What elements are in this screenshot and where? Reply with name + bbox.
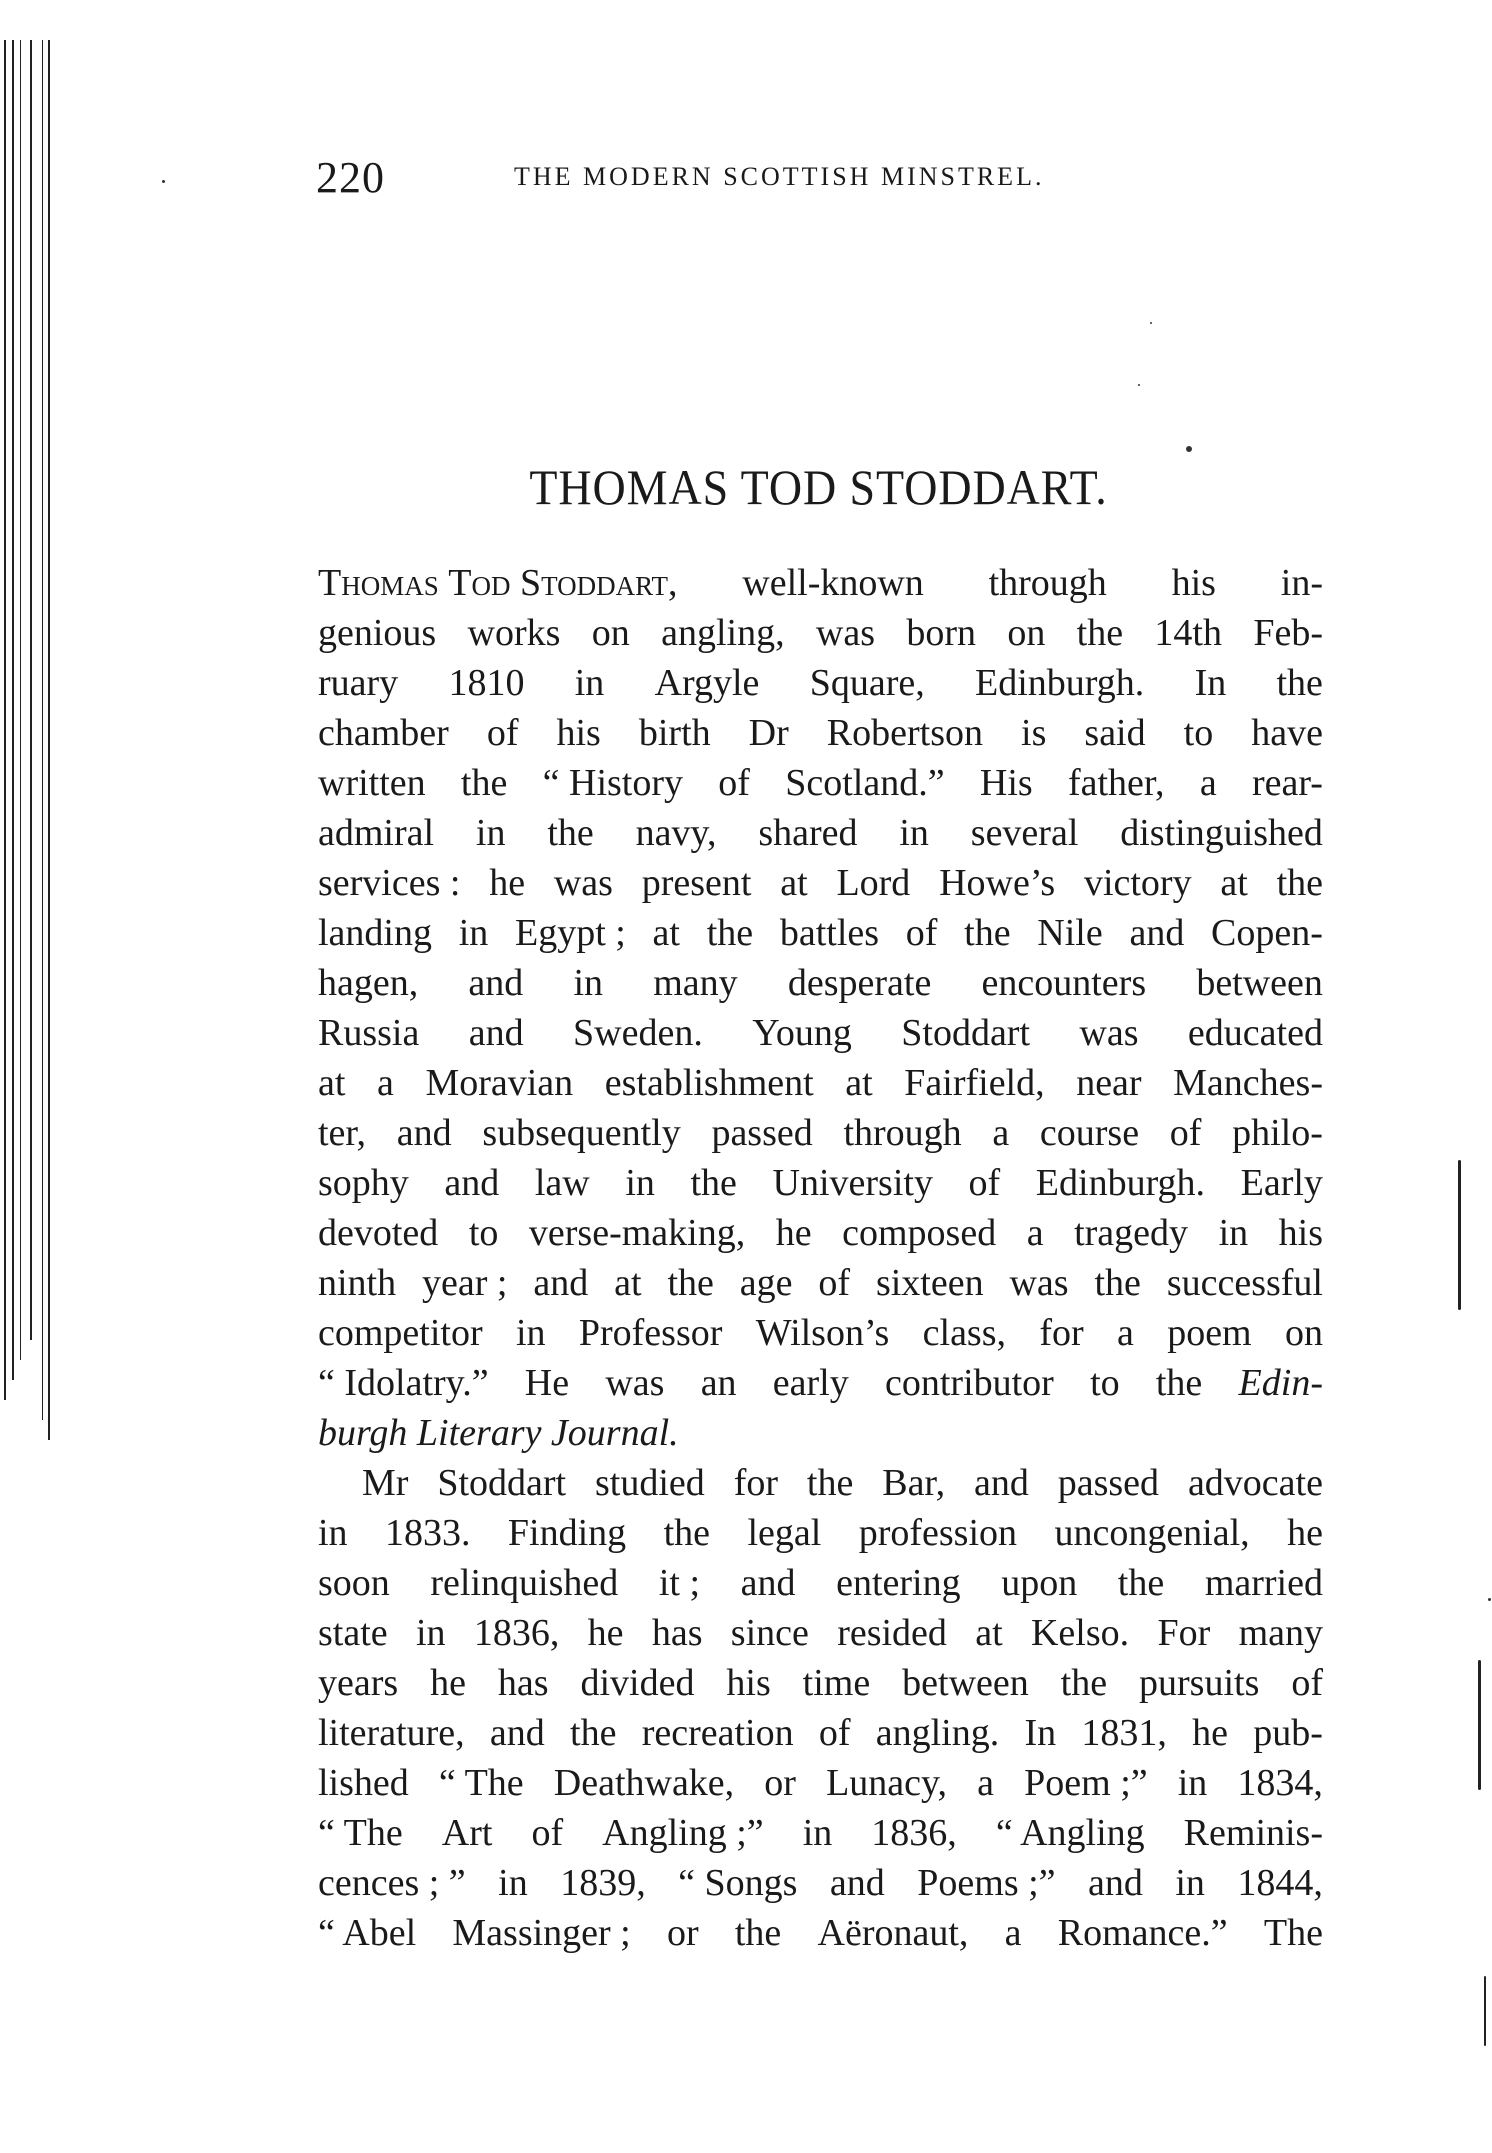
text-line: chamber of his birth Dr Robertson is said to have [318, 712, 1323, 754]
text-line: ruary 1810 in Argyle Square, Edinburgh. In the [318, 662, 1323, 704]
text-line: literature, and the recreation of angling. In 1831, he pub- [318, 1712, 1323, 1754]
text-line: hagen, and in many desperate encounters between [318, 962, 1323, 1004]
scan-mark [1484, 1976, 1486, 2046]
italic-text: burgh Literary Journal. [318, 1412, 679, 1454]
text-line: genious works on angling, was born on the 14th Feb- [318, 612, 1323, 654]
paragraph-1 [318, 558, 1323, 1458]
scan-speck [1138, 384, 1140, 386]
page-number: 220 [316, 153, 385, 202]
scan-speck [1488, 1598, 1491, 1601]
small-caps-word: Tod [448, 562, 511, 604]
chapter-heading: THOMAS TOD STODDART. [529, 459, 1108, 515]
text-line: written the “ History of Scotland.” His father, a rear- [318, 762, 1323, 804]
text-line: cences ; ” in 1839, “ Songs and Poems ;” and in 1844, [318, 1862, 1323, 1904]
text-line: admiral in the navy, shared in several distinguished [318, 812, 1323, 854]
text-line: lished “ The Deathwake, or Lunacy, a Poem ;” in 1834, [318, 1762, 1323, 1804]
italic-text: Edin- [1238, 1362, 1323, 1404]
scan-mark [1478, 1660, 1481, 1790]
text-line: sophy and law in the University of Edinburgh. Early [318, 1162, 1323, 1204]
text-line: landing in Egypt ; at the battles of the Nile and Copen- [318, 912, 1323, 954]
text-line: ninth year ; and at the age of sixteen was the successful [318, 1262, 1323, 1304]
binding-edge [0, 40, 52, 1400]
scan-speck [1150, 322, 1152, 324]
scan-speck [162, 180, 165, 183]
text-line [318, 1408, 1323, 1458]
text-line: years he has divided his time between the pursuits of [318, 1662, 1323, 1704]
text-line: Thomas Tod Stoddart, well-known through his in- [318, 562, 1323, 604]
text-line: devoted to verse-making, he composed a tragedy in his [318, 1212, 1323, 1254]
text-line: “ Idolatry.” He was an early contributor to the Edin- [318, 1362, 1323, 1404]
running-head [316, 152, 1316, 212]
text-line: services : he was present at Lord Howe’s victory at the [318, 862, 1323, 904]
scan-mark [1458, 1160, 1461, 1310]
text-line: competitor in Professor Wilson’s class, for a poem on [318, 1312, 1323, 1354]
running-title: THE MODERN SCOTTISH MINSTREL. [514, 162, 1045, 191]
text-line: ter, and subsequently passed through a course of philo- [318, 1112, 1323, 1154]
small-caps-word: Thomas [318, 562, 439, 604]
text-line: Mr Stoddart studied for the Bar, and passed advocate [362, 1462, 1323, 1504]
text-line: soon relinquished it ; and entering upon the married [318, 1562, 1323, 1604]
small-caps-word: Stoddart [519, 562, 668, 604]
text-line: state in 1836, he has since resided at Kelso. For many [318, 1612, 1323, 1654]
text-line: “ Abel Massinger ; or the Aëronaut, a Romance.” The [318, 1912, 1323, 1954]
text-line: at a Moravian establishment at Fairfield, near Manches- [318, 1062, 1323, 1104]
text-line: Russia and Sweden. Young Stoddart was educated [318, 1012, 1323, 1054]
paragraph-2 [318, 1458, 1323, 1958]
text-line: “ The Art of Angling ;” in 1836, “ Angling Reminis- [318, 1812, 1323, 1854]
scan-speck [1186, 446, 1192, 452]
body-text [318, 558, 1323, 1958]
text-line: in 1833. Finding the legal profession uncongenial, he [318, 1512, 1323, 1554]
